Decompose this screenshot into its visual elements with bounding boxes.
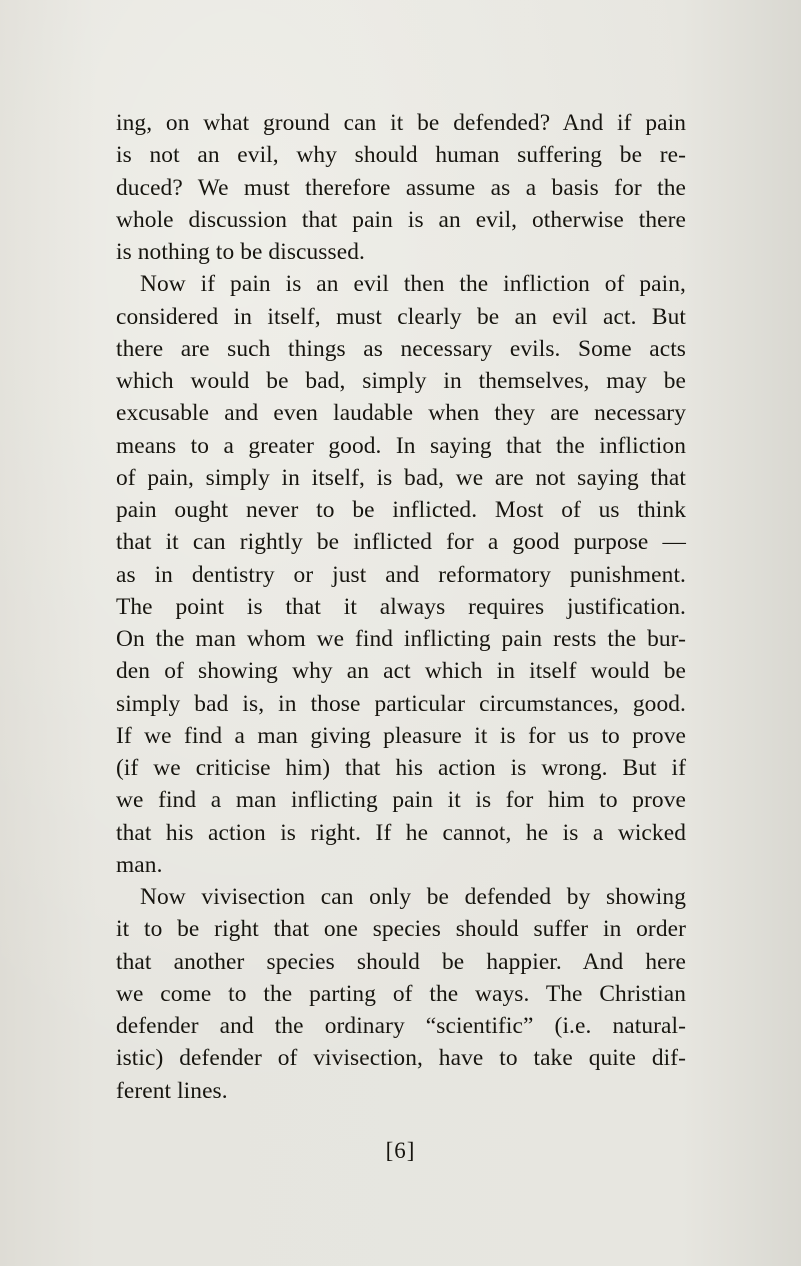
text-line: den of showing why an act which in itself would be bbox=[116, 658, 686, 685]
text-line: means to a greater good. In saying that the infliction bbox=[116, 432, 686, 459]
text-line: (if we criticise him) that his action is wrong. But if bbox=[116, 755, 686, 781]
text-line: Now if pain is an evil then the infliction of pain, bbox=[140, 271, 686, 298]
text-line: as in dentistry or just and reformatory punishment. bbox=[116, 561, 686, 588]
text-line: is not an evil, why should human suffering be re- bbox=[116, 142, 686, 169]
text-line: there are such things as necessary evils. Some acts bbox=[116, 335, 686, 362]
text-line: man. bbox=[116, 851, 163, 878]
text-line: simply bad is, in those particular circumstances, good. bbox=[116, 690, 686, 717]
text-line: pain ought never to be inflicted. Most of us think bbox=[116, 497, 686, 523]
text-line: that it can rightly be inflicted for a good purpose — bbox=[116, 529, 686, 556]
text-line: ferent lines. bbox=[116, 1077, 228, 1104]
text-line: we find a man inflicting pain it is for him to prove bbox=[116, 787, 686, 814]
text-line: duced? We must therefore assume as a basis for the bbox=[116, 174, 686, 201]
text-line: The point is that it always requires justification. bbox=[116, 593, 686, 620]
text-line: considered in itself, must clearly be an evil act. But bbox=[116, 303, 686, 330]
text-line: which would be bad, simply in themselves, may be bbox=[116, 368, 686, 394]
text-line: that another species should be happier. And here bbox=[116, 948, 686, 975]
text-line: we come to the parting of the ways. The Christian bbox=[116, 980, 686, 1007]
text-line: Now vivisection can only be defended by showing bbox=[140, 884, 686, 910]
text-line: defender and the ordinary “scientific” (i.e. natural- bbox=[116, 1013, 686, 1039]
text-line: of pain, simply in itself, is bad, we are not saying that bbox=[116, 464, 686, 491]
text-line: it to be right that one species should suffer in order bbox=[116, 916, 686, 943]
body-text bbox=[116, 107, 686, 1107]
text-line: is nothing to be discussed. bbox=[116, 239, 365, 265]
page-number: [6] bbox=[385, 1138, 416, 1163]
text-line: whole discussion that pain is an evil, otherwise there bbox=[116, 206, 686, 233]
text-line: ing, on what ground can it be defended? And if pain bbox=[116, 110, 686, 136]
text-line: If we find a man giving pleasure it is for us to prove bbox=[116, 722, 686, 749]
text-line: excusable and even laudable when they are necessary bbox=[116, 400, 686, 427]
text-line: istic) defender of vivisection, have to take quite dif- bbox=[116, 1045, 686, 1072]
text-line: that his action is right. If he cannot, he is a wicked bbox=[116, 819, 686, 846]
text-line: On the man whom we find inflicting pain rests the bur- bbox=[116, 626, 686, 652]
